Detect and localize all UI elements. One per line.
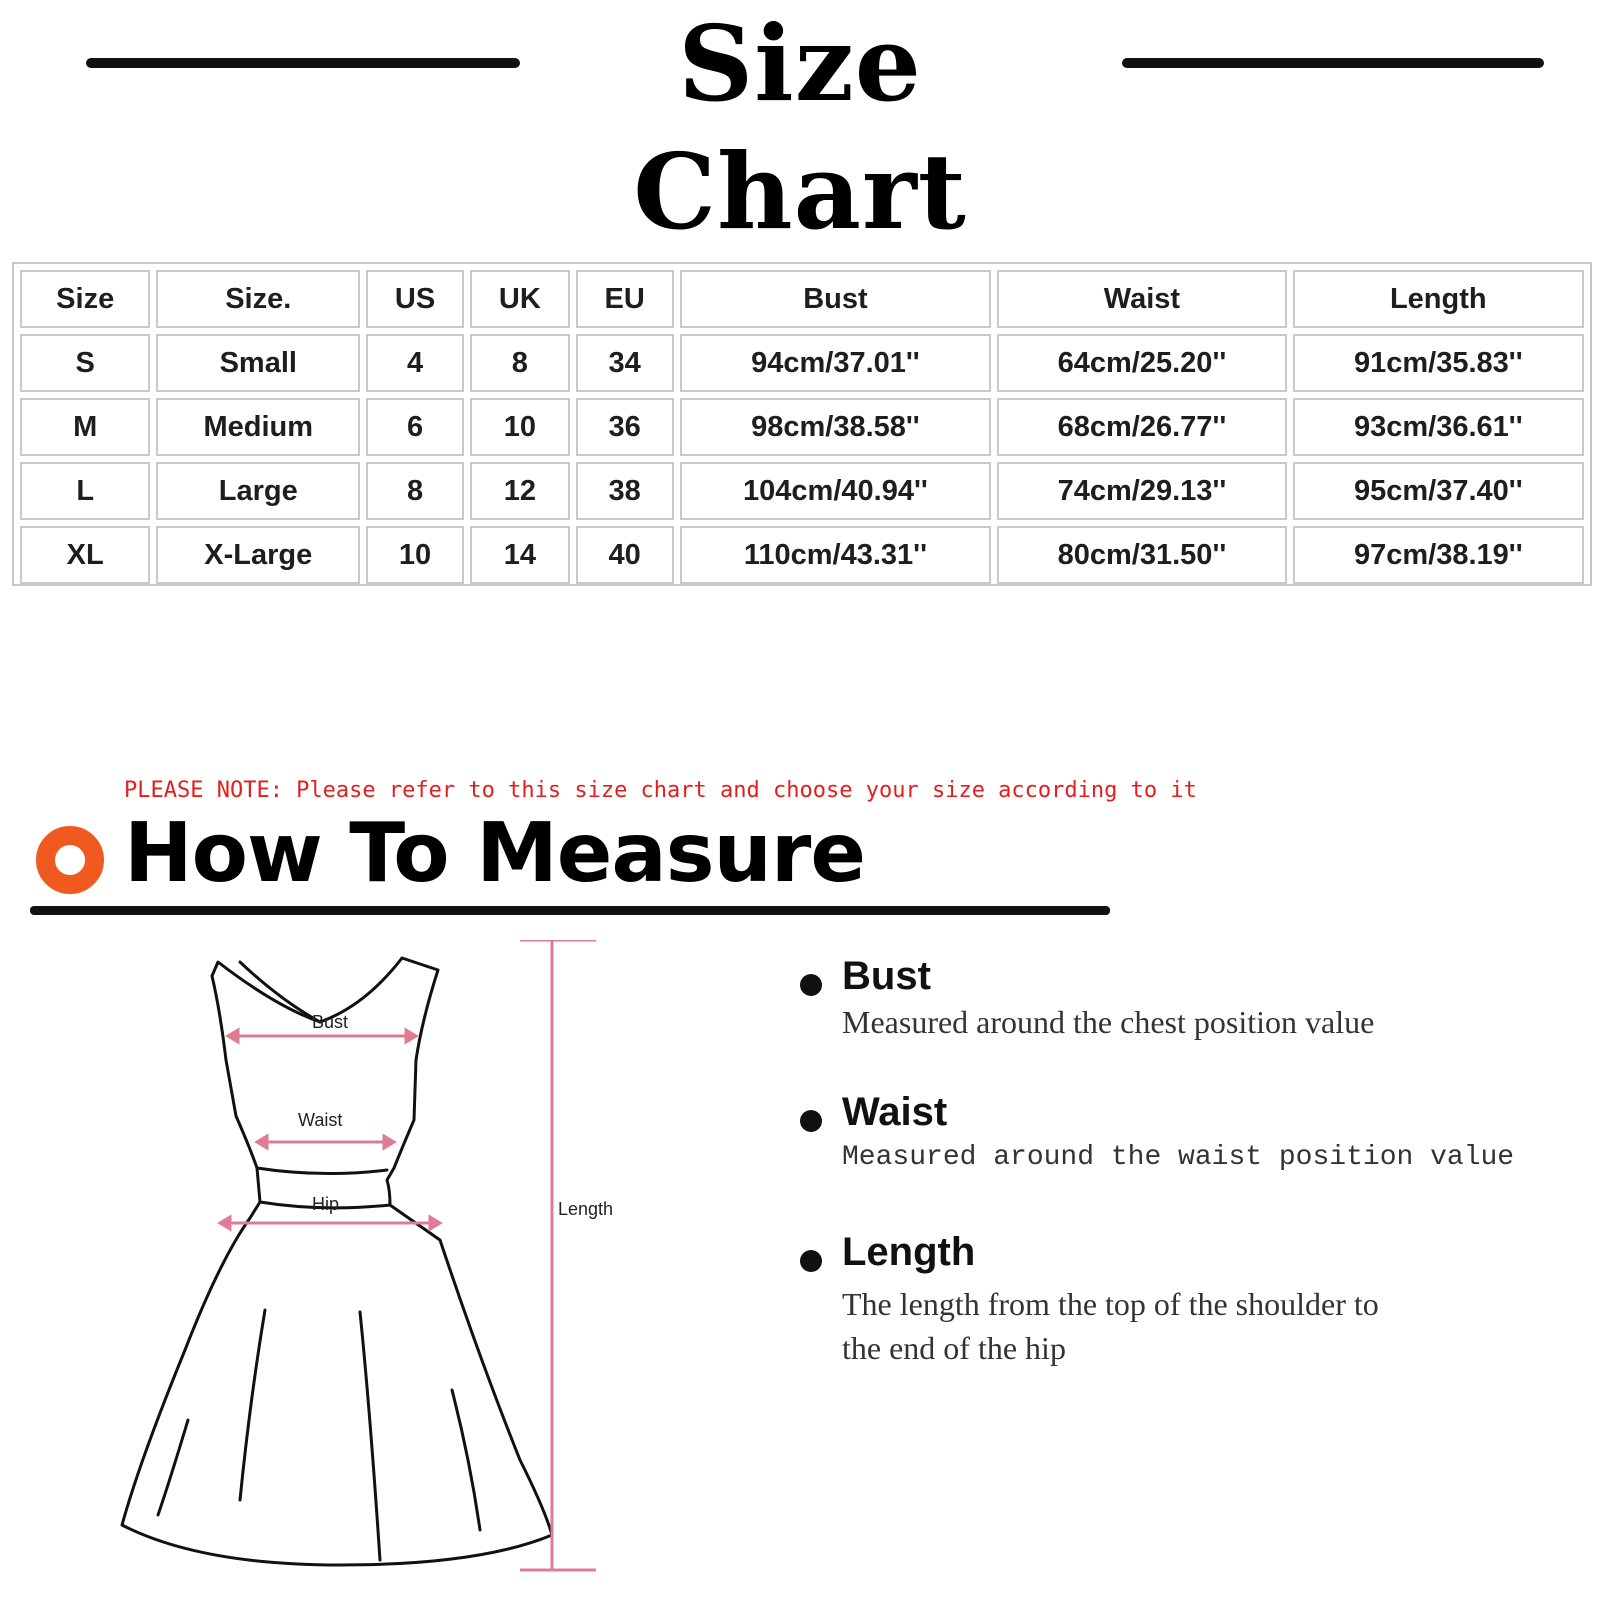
cell-waist: 64cm/25.20'' bbox=[997, 334, 1286, 392]
cell-size-name: Large bbox=[156, 462, 360, 520]
header-us: US bbox=[366, 270, 464, 328]
desc-text: The length from the top of the shoulder to bbox=[842, 1286, 1379, 1322]
size-table bbox=[14, 264, 1590, 590]
waist-arrow-left bbox=[257, 1136, 267, 1148]
cell-uk: 10 bbox=[470, 398, 570, 456]
cell-size-name: X-Large bbox=[156, 526, 360, 584]
cell-size: S bbox=[20, 334, 150, 392]
cell-bust: 110cm/43.31'' bbox=[680, 526, 992, 584]
figure-label-bust: Bust bbox=[312, 1012, 349, 1032]
cell-size: M bbox=[20, 398, 150, 456]
figure-label-length: Length bbox=[558, 1199, 614, 1219]
size-note: PLEASE NOTE: Please refer to this size chart and choose your size according to it bbox=[124, 778, 1197, 803]
cell-uk: 8 bbox=[470, 334, 570, 392]
bust-arrow-left bbox=[228, 1030, 238, 1042]
header-uk: UK bbox=[470, 270, 570, 328]
desc-title: Bust bbox=[842, 954, 931, 998]
cell-bust: 98cm/38.58'' bbox=[680, 398, 992, 456]
table-row bbox=[20, 462, 1584, 520]
header-length: Length bbox=[1293, 270, 1584, 328]
cell-uk: 14 bbox=[470, 526, 570, 584]
desc-text: the end of the hip bbox=[842, 1330, 1066, 1366]
table-row bbox=[20, 526, 1584, 584]
cell-waist: 80cm/31.50'' bbox=[997, 526, 1286, 584]
dress-neckline bbox=[240, 962, 320, 1022]
cell-length: 93cm/36.61'' bbox=[1293, 398, 1584, 456]
cell-size: XL bbox=[20, 526, 150, 584]
table-header-row bbox=[20, 270, 1584, 328]
dress-folds bbox=[158, 1310, 480, 1560]
table-row bbox=[20, 398, 1584, 456]
cell-waist: 74cm/29.13'' bbox=[997, 462, 1286, 520]
waist-arrow-right bbox=[384, 1136, 394, 1148]
title-rule-left bbox=[86, 58, 520, 68]
cell-us: 8 bbox=[366, 462, 464, 520]
header-eu: EU bbox=[576, 270, 674, 328]
title-rule-right bbox=[1122, 58, 1544, 68]
hip-arrow-right bbox=[430, 1217, 440, 1229]
how-to-measure-heading bbox=[36, 806, 1116, 920]
cell-length: 91cm/35.83'' bbox=[1293, 334, 1584, 392]
cell-size: L bbox=[20, 462, 150, 520]
bullet-icon bbox=[800, 1110, 822, 1132]
desc-text: Measured around the chest position value bbox=[842, 1004, 1375, 1040]
figure-label-hip: Hip bbox=[312, 1194, 340, 1214]
cell-size-name: Small bbox=[156, 334, 360, 392]
cell-eu: 38 bbox=[576, 462, 674, 520]
cell-us: 4 bbox=[366, 334, 464, 392]
bust-arrow-right bbox=[406, 1030, 416, 1042]
heading-underline bbox=[30, 906, 1110, 915]
desc-title: Waist bbox=[842, 1090, 948, 1134]
cell-us: 6 bbox=[366, 398, 464, 456]
bullet-icon bbox=[800, 974, 822, 996]
cell-eu: 36 bbox=[576, 398, 674, 456]
figure-label-waist: Waist bbox=[298, 1110, 343, 1130]
dress-outline bbox=[122, 958, 552, 1565]
cell-bust: 104cm/40.94'' bbox=[680, 462, 992, 520]
cell-length: 97cm/38.19'' bbox=[1293, 526, 1584, 584]
cell-waist: 68cm/26.77'' bbox=[997, 398, 1286, 456]
size-table-container bbox=[12, 262, 1592, 586]
header-bust: Bust bbox=[680, 270, 992, 328]
page-title: Size Chart bbox=[633, 2, 967, 253]
header-size: Size bbox=[20, 270, 150, 328]
dress-diagram bbox=[100, 940, 660, 1580]
cell-uk: 12 bbox=[470, 462, 570, 520]
how-to-measure-title: How To Measure bbox=[124, 806, 865, 901]
hip-arrow-left bbox=[220, 1217, 230, 1229]
header-size-name: Size. bbox=[156, 270, 360, 328]
cell-size-name: Medium bbox=[156, 398, 360, 456]
ring-icon bbox=[36, 826, 104, 894]
cell-eu: 34 bbox=[576, 334, 674, 392]
cell-bust: 94cm/37.01'' bbox=[680, 334, 992, 392]
header-waist: Waist bbox=[997, 270, 1286, 328]
bullet-icon bbox=[800, 1250, 822, 1272]
title-row bbox=[0, 0, 1600, 253]
desc-title: Length bbox=[842, 1230, 976, 1274]
table-row bbox=[20, 334, 1584, 392]
cell-eu: 40 bbox=[576, 526, 674, 584]
cell-length: 95cm/37.40'' bbox=[1293, 462, 1584, 520]
cell-us: 10 bbox=[366, 526, 464, 584]
desc-text: Measured around the waist position value bbox=[842, 1142, 1515, 1173]
